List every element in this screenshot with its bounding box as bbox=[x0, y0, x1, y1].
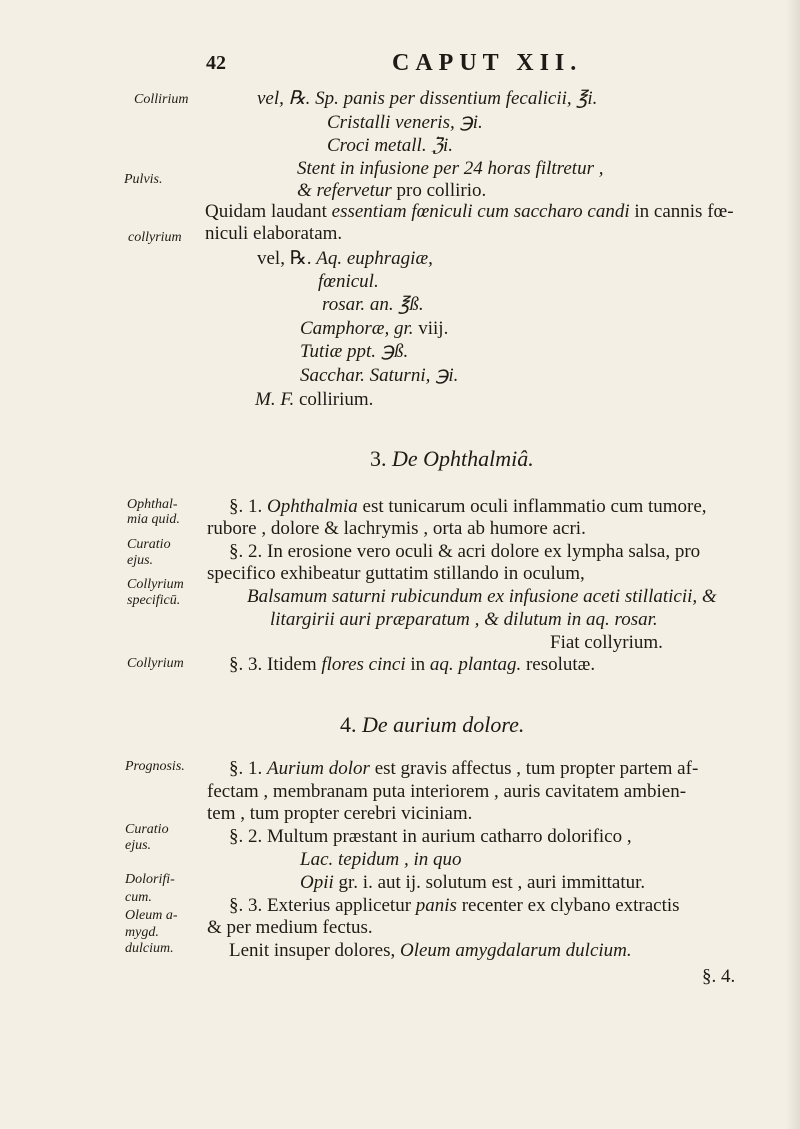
margin-note-specificum: specificū. bbox=[127, 593, 181, 608]
page-number: 42 bbox=[206, 52, 226, 74]
margin-note-curatio: Curatio bbox=[127, 537, 171, 552]
margin-note-prognosis: Prognosis. bbox=[125, 759, 185, 774]
recipe-line: Camphoræ, gr. viij. bbox=[300, 318, 449, 339]
text-line: rubore , dolore & lachrymis , orta ab humore acri. bbox=[207, 518, 586, 539]
catchword: §. 4. bbox=[702, 966, 736, 987]
recipe-line: vel, ℞. Aq. euphragiæ, bbox=[257, 248, 433, 269]
recipe-line: Cristalli veneris, ℈i. bbox=[327, 112, 483, 133]
text-line: litargirii auri præparatum , & dilutum in aq. rosar. bbox=[270, 609, 658, 630]
margin-note-cum: cum. bbox=[125, 890, 152, 905]
margin-note-curatio-2: Curatio bbox=[125, 822, 169, 837]
text-line: Opii gr. i. aut ij. solutum est , auri immittatur. bbox=[300, 872, 646, 893]
text-line: §. 1. Aurium dolor est gravis affectus , tum propter partem af- bbox=[229, 758, 699, 779]
margin-note-collirium: Collirium bbox=[134, 92, 189, 107]
text-line: §. 2. Multum præstant in aurium catharro dolorifico , bbox=[229, 826, 632, 847]
text-line: Lenit insuper dolores, Oleum amygdalarum dulcium. bbox=[229, 940, 632, 961]
section-heading: 4. De aurium dolore. bbox=[340, 712, 525, 737]
text-line: tem , tum propter cerebri viciniam. bbox=[207, 803, 473, 824]
section-heading: 3. De Ophthalmiâ. bbox=[370, 446, 534, 471]
text-line: §. 1. Ophthalmia est tunicarum oculi inflammatio cum tumore, bbox=[229, 496, 707, 517]
text-line: §. 3. Itidem flores cinci in aq. plantag. resolutæ. bbox=[229, 654, 596, 675]
recipe-line: & refervetur pro collirio. bbox=[297, 180, 487, 201]
page-edge-shadow bbox=[786, 0, 800, 1129]
text-line: Lac. tepidum , in quo bbox=[300, 849, 462, 870]
margin-note-ejus: ejus. bbox=[127, 553, 154, 568]
recipe-line: vel, ℞. Sp. panis per dissentium fecalicii, ℥i. bbox=[257, 88, 598, 109]
margin-note-oleum: Oleum a- bbox=[125, 908, 178, 923]
text-line: §. 2. In erosione vero oculi & acri dolore ex lympha salsa, pro bbox=[229, 541, 701, 562]
margin-note-dulcium: dulcium. bbox=[125, 941, 174, 956]
recipe-line: rosar. an. ℥ß. bbox=[322, 294, 424, 315]
margin-note-collyrium-2: Collyrium bbox=[127, 656, 184, 671]
running-title: CAPUT XII. bbox=[392, 50, 583, 76]
text-line: niculi elaboratam. bbox=[205, 223, 343, 244]
recipe-line: Sacchar. Saturni, ℈i. bbox=[300, 365, 459, 386]
margin-note-dolorificum: Dolorifi- bbox=[125, 872, 175, 887]
text-line: §. 3. Exterius applicetur panis recenter ex clybano extractis bbox=[229, 895, 680, 916]
margin-note-ophthal: Ophthal- bbox=[127, 497, 178, 512]
text-line: specifico exhibeatur guttatim stillando in oculum, bbox=[207, 563, 585, 584]
recipe-line: fœnicul. bbox=[318, 271, 379, 292]
margin-note-pulvis: Pulvis. bbox=[124, 172, 163, 187]
margin-note-amygd: mygd. bbox=[125, 925, 159, 940]
margin-note-ejus-2: ejus. bbox=[125, 838, 152, 853]
recipe-line: Croci metall. ℨi. bbox=[327, 135, 454, 156]
text-line: Balsamum saturni rubicundum ex infusione aceti stillaticii, & bbox=[247, 586, 717, 607]
margin-note-mia-quid: mia quid. bbox=[127, 512, 180, 527]
margin-note-collyrium: collyrium bbox=[128, 230, 182, 245]
text-line: Quidam laudant essentiam fœniculi cum saccharo candi in cannis fœ- bbox=[205, 201, 734, 222]
margin-note-collyrium-spec: Collyrium bbox=[127, 577, 184, 592]
recipe-line: M. F. collirium. bbox=[255, 389, 374, 410]
recipe-line: Tutiæ ppt. ℈ß. bbox=[300, 341, 409, 362]
recipe-line: Stent in infusione per 24 horas filtretur , bbox=[297, 158, 604, 179]
text-line: Fiat collyrium. bbox=[550, 632, 663, 653]
text-line: fectam , membranam puta interiorem , auris cavitatem ambien- bbox=[207, 781, 687, 802]
text-line: & per medium fectus. bbox=[207, 917, 373, 938]
